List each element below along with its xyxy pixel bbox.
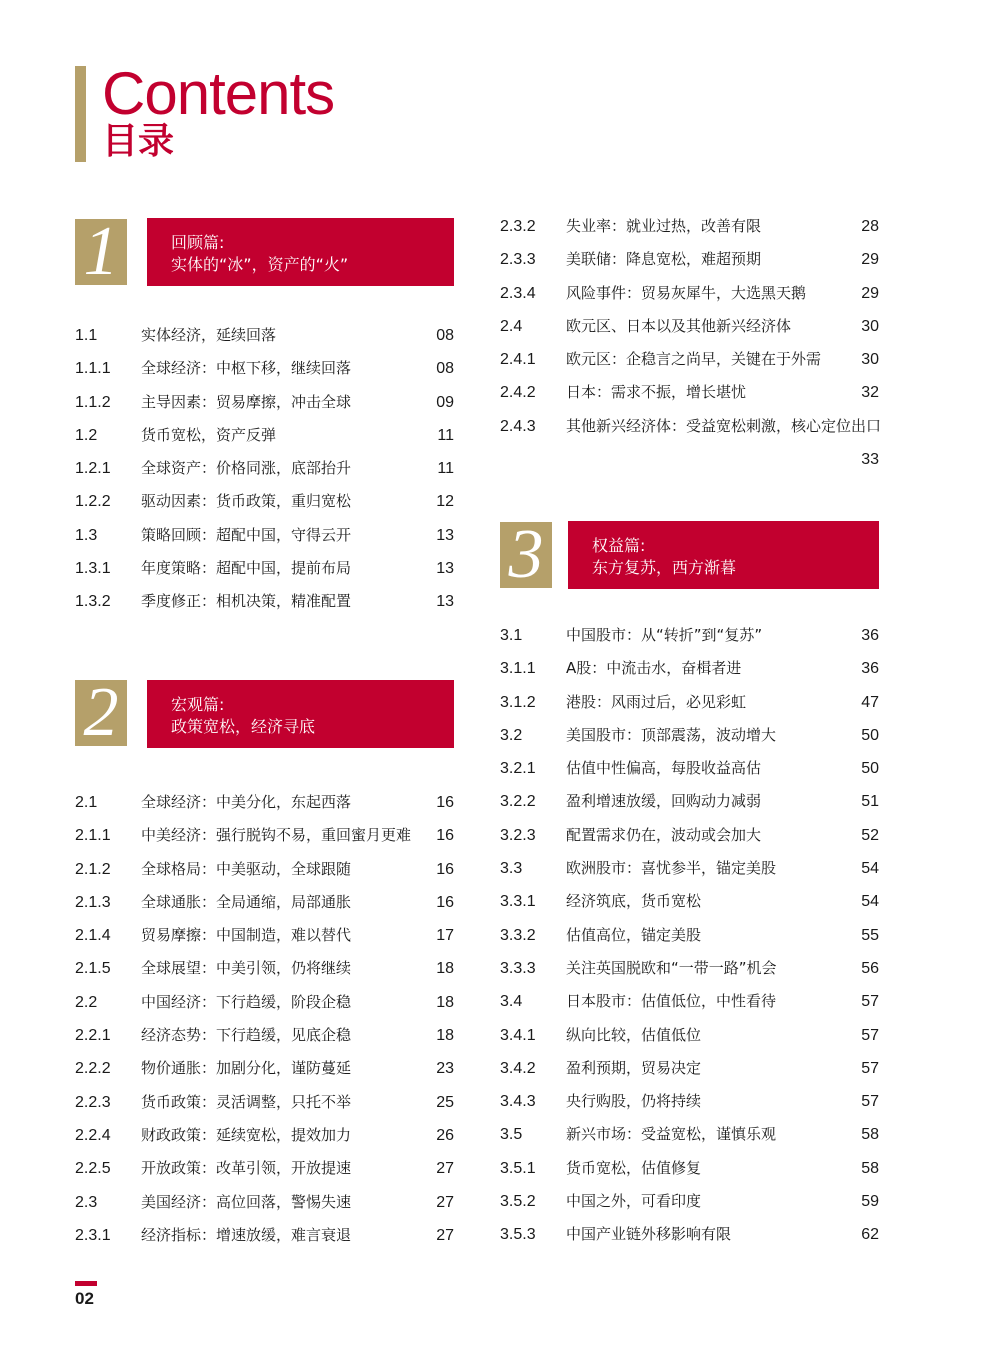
toc-entry-page: 33: [861, 451, 879, 469]
toc-entry[interactable]: [500, 652, 879, 685]
toc-entry-number: 3.5.3: [500, 1226, 536, 1244]
toc-entry-page: 30: [861, 351, 879, 369]
toc-entry-title: 欧元区：企稳言之尚早，关键在于外需: [566, 350, 822, 369]
toc-entry[interactable]: [75, 1219, 454, 1252]
toc-entry-number: 2.1: [75, 794, 98, 811]
toc-entry-title: 央行购股，仍将持续: [566, 1092, 702, 1111]
section-subtitle: 实体的“冰”，资产的“火”: [171, 255, 349, 274]
toc-entry-number: 3.4: [500, 993, 523, 1011]
toc-entry-page: 62: [861, 1226, 879, 1244]
toc-entry-number: 3.4.3: [500, 1093, 536, 1111]
page-number-accent: [75, 1281, 97, 1286]
toc-entry[interactable]: [500, 1152, 879, 1185]
toc-entry-title: 全球格局：中美驱动，全球跟随: [141, 859, 352, 878]
section-banner: [568, 521, 879, 589]
toc-entry-title: 货币宽松，资产反弹: [141, 425, 277, 444]
section-number: 1: [75, 219, 127, 285]
toc-entry-number: 3.3.3: [500, 959, 536, 977]
section-number: 2: [75, 680, 127, 746]
toc-entry-number: 2.2.3: [75, 1093, 111, 1111]
toc-entry[interactable]: [500, 1052, 879, 1085]
toc-entry-page: 12: [436, 493, 454, 511]
toc-entry[interactable]: [500, 686, 879, 719]
toc-entry-number: 3.3: [500, 860, 523, 878]
toc-entry-title: 美联储：降息宽松，难超预期: [566, 250, 762, 269]
toc-entry[interactable]: [500, 210, 879, 243]
toc-entry[interactable]: [75, 386, 454, 419]
toc-entry-page: 28: [861, 218, 879, 235]
toc-entry-page: 50: [861, 726, 879, 744]
toc-entry-title: 经济态势：下行趋缓，见底企稳: [141, 1026, 352, 1045]
toc-entry-page: 57: [861, 1026, 879, 1044]
toc-entry-title: 主导因素：贸易摩擦，冲击全球: [141, 392, 352, 411]
toc-entry-title: 物价通胀：加剧分化，谨防蔓延: [141, 1059, 352, 1078]
toc-entry-number: 2.2.1: [75, 1027, 111, 1045]
toc-entry-number: 3.5.1: [500, 1159, 536, 1177]
toc-entry-title: 关注英国脱欧和“一带一路”机会: [566, 958, 777, 977]
toc-list-section-1: [75, 319, 454, 619]
section-number: 3: [500, 522, 552, 588]
toc-entry-page: 58: [861, 1126, 879, 1144]
toc-entry-title: 日本：需求不振，增长堪忧: [566, 383, 747, 402]
toc-entry-number: 2.2.2: [75, 1060, 111, 1078]
toc-entry-page: 54: [861, 860, 879, 878]
toc-entry[interactable]: [500, 752, 879, 785]
section-subtitle: 政策宽松，经济寻底: [171, 717, 316, 736]
toc-entry[interactable]: [75, 952, 454, 985]
toc-entry-number: 2.1.4: [75, 927, 111, 945]
toc-entry[interactable]: [75, 986, 454, 1019]
toc-entry-title: 全球展望：中美引领，仍将继续: [141, 959, 352, 978]
toc-entry[interactable]: [75, 319, 454, 352]
toc-entry-page: 11: [437, 426, 454, 444]
toc-entry-title: 失业率：就业过热，改善有限: [566, 217, 762, 235]
toc-entry-number: 1.2: [75, 426, 98, 444]
toc-entry-number: 2.1.5: [75, 960, 111, 978]
toc-entry-title: 全球经济：中枢下移，继续回落: [141, 359, 352, 378]
toc-entry-page: 27: [436, 1226, 454, 1244]
toc-entry-page: 56: [861, 959, 879, 977]
toc-entry-page: 26: [436, 1126, 454, 1144]
toc-entry-page: 18: [436, 960, 454, 978]
toc-entry[interactable]: [75, 1152, 454, 1185]
toc-entry[interactable]: [500, 919, 879, 952]
toc-entry-page: 25: [436, 1093, 454, 1111]
toc-entry-number: 2.2.5: [75, 1160, 111, 1178]
toc-entry-number: 3.1.1: [500, 660, 536, 678]
toc-entry-title: 财政政策：延续宽松，提效加力: [141, 1125, 352, 1144]
toc-entry[interactable]: [75, 1019, 454, 1052]
toc-entry-title: 年度策略：超配中国，提前布局: [141, 559, 352, 578]
toc-entry-page: 13: [436, 560, 454, 578]
toc-entry-number: 2.4.3: [500, 417, 536, 435]
toc-entry[interactable]: [75, 352, 454, 385]
toc-entry[interactable]: [75, 485, 454, 518]
toc-entry-number: 3.3.2: [500, 926, 536, 944]
toc-entry-number: 3.2.1: [500, 760, 536, 778]
toc-entry-title: 其他新兴经济体：受益宽松刺激，核心定位出口: [566, 416, 882, 435]
section-label: 宏观篇:: [171, 695, 225, 714]
toc-entry[interactable]: [500, 1185, 879, 1218]
toc-entry-page: 23: [436, 1060, 454, 1078]
toc-entry-title: 中国产业链外移影响有限: [566, 1225, 732, 1244]
toc-entry-page: 09: [436, 393, 454, 411]
toc-entry-page: 29: [861, 284, 879, 302]
toc-entry-title: 盈利预期，贸易决定: [566, 1058, 702, 1077]
section-label: 权益篇:: [592, 536, 646, 555]
toc-entry-number: 2.4.1: [500, 351, 536, 369]
section-banner: [147, 680, 454, 748]
toc-entry-title: 欧洲股市：喜忧参半，锚定美股: [566, 859, 777, 878]
toc-entry-title: 货币政策：灵活调整，只托不举: [141, 1092, 352, 1111]
toc-entry[interactable]: [500, 1218, 879, 1251]
toc-entry-page: 51: [861, 793, 879, 811]
toc-entry[interactable]: [500, 310, 879, 343]
toc-entry-page: 57: [861, 1059, 879, 1077]
toc-entry-number: 3.5.2: [500, 1193, 536, 1211]
toc-entry-number: 1.1: [75, 327, 98, 344]
toc-entry-title: 中国股市：从“转折”到“复苏”: [566, 626, 763, 644]
toc-entry-number: 3.1.2: [500, 693, 536, 711]
toc-list-section-2-continued: [500, 210, 882, 476]
toc-entry[interactable]: [500, 719, 879, 752]
toc-entry-number: 2.3: [75, 1193, 98, 1211]
toc-entry-number: 1.3.1: [75, 560, 111, 578]
toc-entry[interactable]: [75, 853, 454, 886]
toc-entry-page: 50: [861, 760, 879, 778]
toc-entry[interactable]: [500, 243, 879, 276]
toc-entry-number: 2.4: [500, 317, 523, 335]
toc-entry[interactable]: [75, 919, 454, 952]
toc-entry[interactable]: [75, 819, 454, 852]
toc-entry-number: 1.3.2: [75, 593, 111, 611]
toc-entry[interactable]: [75, 1052, 454, 1085]
toc-entry-page: 58: [861, 1159, 879, 1177]
toc-entry-title: 实体经济，延续回落: [141, 326, 277, 344]
toc-entry-page: 36: [861, 627, 879, 644]
toc-entry-title: 纵向比较，估值低位: [566, 1025, 702, 1044]
toc-entry[interactable]: [500, 376, 879, 409]
toc-entry-title: 美国股市：顶部震荡，波动增大: [566, 725, 777, 744]
toc-entry-number: 3.2.2: [500, 793, 536, 811]
toc-entry[interactable]: [75, 452, 454, 485]
toc-entry-number: 3.4.2: [500, 1059, 536, 1077]
toc-entry-page: 08: [436, 327, 454, 344]
toc-entry-number: 1.2.1: [75, 460, 111, 478]
toc-entry[interactable]: [500, 1085, 879, 1118]
toc-entry[interactable]: [500, 410, 882, 477]
toc-entry-number: 3.1: [500, 627, 523, 644]
toc-entry-number: 3.2: [500, 726, 523, 744]
toc-entry[interactable]: [500, 952, 879, 985]
toc-entry-page: 55: [861, 926, 879, 944]
toc-entry-page: 13: [436, 526, 454, 544]
toc-entry[interactable]: [75, 419, 454, 452]
toc-entry-title: 风险事件：贸易灰犀牛，大选黑天鹅: [566, 283, 807, 302]
toc-entry[interactable]: [500, 619, 879, 652]
toc-list-section-3: [500, 619, 879, 1252]
toc-entry-title: 中国之外，可看印度: [566, 1192, 702, 1211]
toc-entry-number: 2.2.4: [75, 1126, 111, 1144]
toc-entry-title: 估值高位，锚定美股: [566, 925, 702, 944]
toc-entry-number: 2.1.3: [75, 893, 111, 911]
toc-entry-number: 1.1.1: [75, 360, 111, 378]
section-subtitle: 东方复苏，西方渐暮: [592, 558, 737, 577]
toc-entry[interactable]: [500, 1019, 879, 1052]
toc-entry-number: 1.3: [75, 526, 98, 544]
toc-entry-title: 经济筑底，货币宽松: [566, 892, 702, 911]
toc-entry-number: 2.3.2: [500, 218, 536, 235]
toc-entry-title: 全球经济：中美分化，东起西落: [141, 793, 352, 811]
toc-entry[interactable]: [500, 885, 879, 918]
toc-entry-number: 2.3.3: [500, 251, 536, 269]
toc-entry-number: 3.4.1: [500, 1026, 536, 1044]
toc-entry[interactable]: [75, 1086, 454, 1119]
toc-entry-page: 16: [436, 794, 454, 811]
toc-entry-number: 2.3.1: [75, 1226, 111, 1244]
toc-entry-number: 2.1.1: [75, 827, 111, 845]
toc-entry-title: 全球资产：价格同涨，底部抬升: [141, 459, 352, 478]
toc-entry-page: 17: [436, 927, 454, 945]
toc-entry-number: 3.2.3: [500, 826, 536, 844]
toc-entry-title: 新兴市场：受益宽松，谨慎乐观: [566, 1125, 777, 1144]
toc-entry[interactable]: [500, 785, 879, 818]
section-banner: [147, 218, 454, 286]
toc-entry-title: 全球通胀：全局通缩，局部通胀: [141, 892, 352, 911]
toc-entry-title: 季度修正：相机决策，精准配置: [141, 592, 352, 611]
toc-entry-title: 欧元区、日本以及其他新兴经济体: [566, 316, 792, 335]
toc-entry[interactable]: [75, 786, 454, 819]
toc-entry-title: 日本股市：估值低位，中性看待: [566, 992, 777, 1011]
toc-entry-title: 中国经济：下行趋缓，阶段企稳: [141, 992, 352, 1011]
toc-entry[interactable]: [500, 985, 879, 1018]
toc-entry-title: A股：中流击水，奋楫者进: [566, 659, 742, 678]
toc-entry-number: 2.2: [75, 993, 98, 1011]
toc-entry-page: 29: [861, 251, 879, 269]
toc-entry-page: 27: [436, 1193, 454, 1211]
toc-entry[interactable]: [500, 852, 879, 885]
toc-entry-title: 港股：风雨过后，必见彩虹: [566, 692, 747, 711]
toc-entry-number: 2.4.2: [500, 384, 536, 402]
toc-entry[interactable]: [75, 1119, 454, 1152]
toc-entry[interactable]: [500, 819, 879, 852]
toc-entry-number: 2.3.4: [500, 284, 536, 302]
toc-entry-page: 57: [861, 1093, 879, 1111]
toc-entry-title: 中美经济：强行脱钩不易，重回蜜月更难: [141, 826, 412, 845]
toc-entry[interactable]: [75, 585, 454, 618]
toc-entry[interactable]: [75, 519, 454, 552]
section-label: 回顾篇:: [171, 233, 225, 252]
toc-entry[interactable]: [75, 1186, 454, 1219]
toc-entry-title: 开放政策：改革引领，开放提速: [141, 1159, 352, 1178]
page-title-cn: 目录: [102, 121, 175, 162]
toc-entry[interactable]: [500, 277, 879, 310]
toc-entry[interactable]: [75, 886, 454, 919]
toc-entry-title: 美国经济：高位回落，警惕失速: [141, 1192, 352, 1211]
page-title: Contents: [102, 60, 335, 127]
toc-entry-page: 32: [861, 384, 879, 402]
toc-entry-page: 08: [436, 360, 454, 378]
toc-entry-page: 11: [437, 460, 454, 478]
toc-entry-title: 配置需求仍在，波动或会加大: [566, 825, 762, 844]
toc-entry-page: 30: [861, 317, 879, 335]
toc-entry-number: 1.1.2: [75, 393, 111, 411]
title-accent-bar: [75, 66, 86, 162]
toc-entry-title: 经济指标：增速放缓，难言衰退: [141, 1225, 352, 1244]
toc-entry-page: 47: [861, 693, 879, 711]
toc-entry-page: 27: [436, 1160, 454, 1178]
toc-entry-title: 货币宽松，估值修复: [566, 1158, 702, 1177]
toc-entry-number: 3.3.1: [500, 893, 536, 911]
toc-entry-page: 57: [861, 993, 879, 1011]
toc-entry-title: 贸易摩擦：中国制造，难以替代: [141, 926, 352, 945]
toc-entry-title: 估值中性偏高，每股收益高估: [566, 759, 762, 778]
toc-entry-page: 16: [436, 893, 454, 911]
toc-entry[interactable]: [500, 343, 879, 376]
page-number: 02: [75, 1289, 94, 1308]
toc-entry-page: 18: [436, 993, 454, 1011]
toc-entry-number: 2.1.2: [75, 860, 111, 878]
toc-entry-page: 59: [861, 1193, 879, 1211]
toc-list-section-2: [75, 786, 454, 1252]
toc-entry-number: 1.2.2: [75, 493, 111, 511]
toc-entry-title: 盈利增速放缓，回购动力减弱: [566, 792, 762, 811]
toc-entry[interactable]: [75, 552, 454, 585]
toc-entry-page: 16: [436, 860, 454, 878]
toc-entry-title: 驱动因素：货币政策，重归宽松: [141, 492, 352, 511]
toc-entry-page: 54: [861, 893, 879, 911]
toc-entry-title: 策略回顾：超配中国，守得云开: [141, 525, 352, 544]
toc-entry[interactable]: [500, 1118, 879, 1151]
toc-entry-page: 13: [436, 593, 454, 611]
toc-entry-page: 16: [436, 827, 454, 845]
toc-entry-page: 52: [861, 826, 879, 844]
toc-entry-page: 36: [861, 660, 879, 678]
toc-entry-number: 3.5: [500, 1126, 523, 1144]
toc-entry-page: 18: [436, 1027, 454, 1045]
